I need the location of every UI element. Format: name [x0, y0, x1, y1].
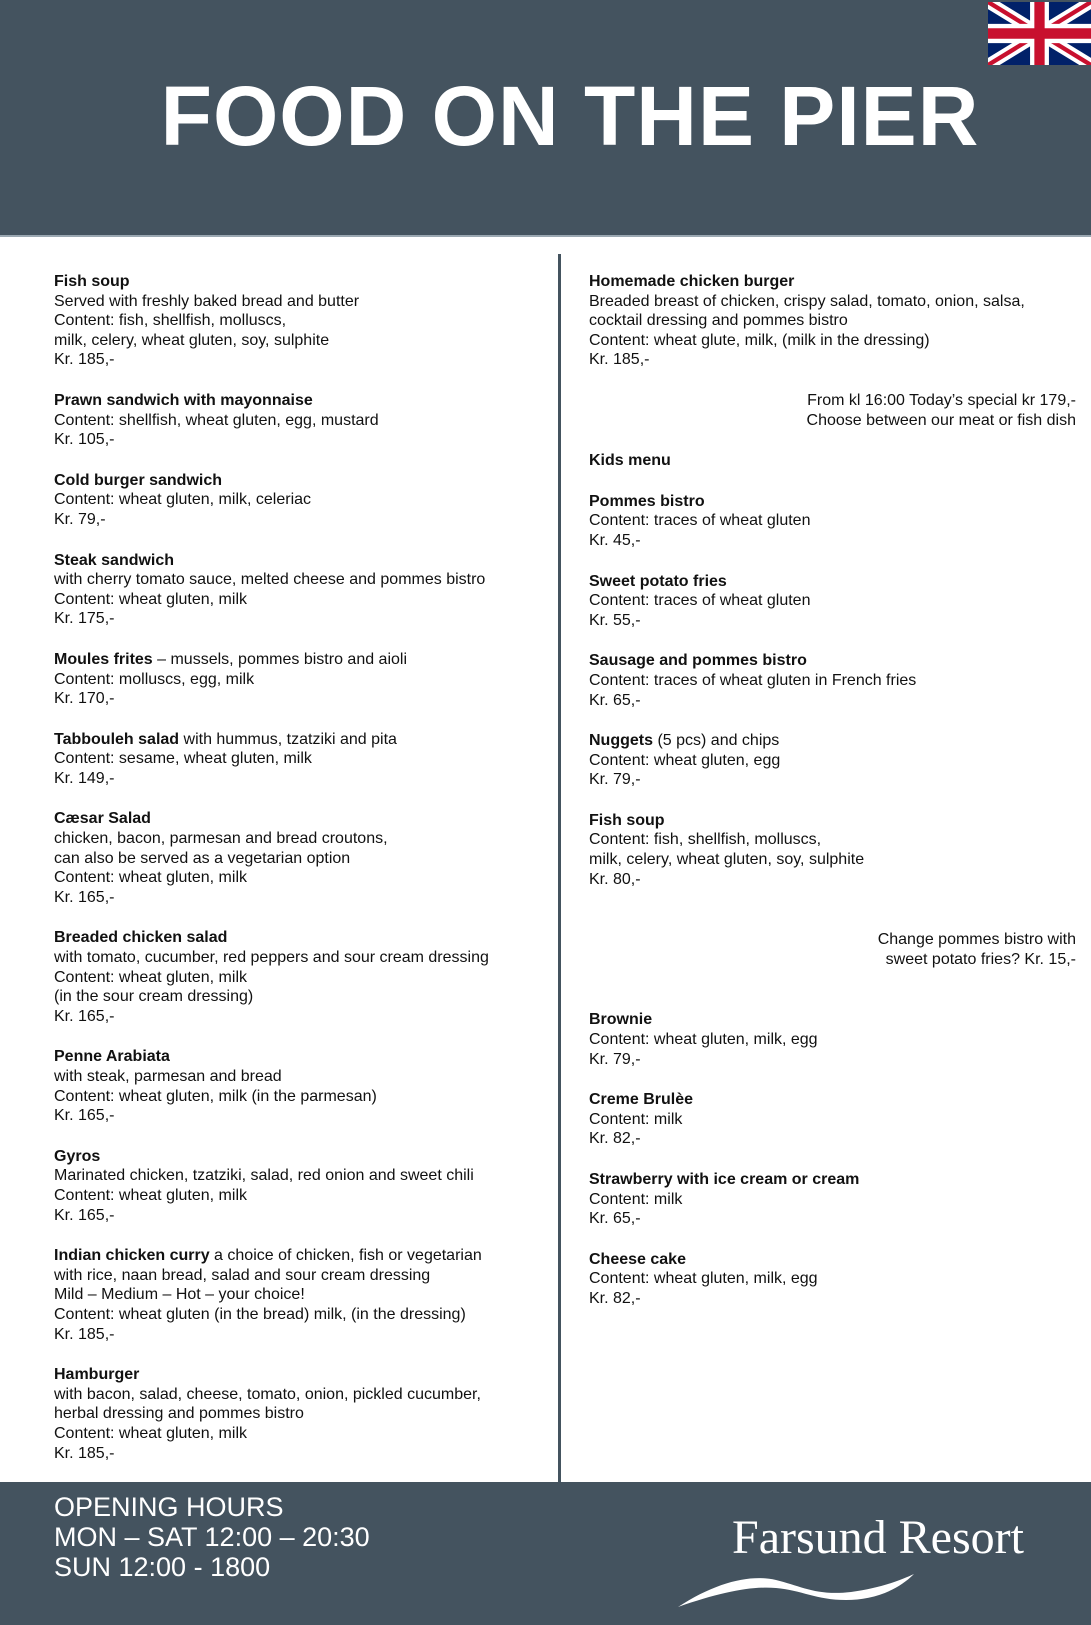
- menu-item-detail: with steak, parmesan and bread: [54, 1068, 282, 1085]
- menu-item-detail: Content: wheat gluten (in the bread) milk, (in the dressing): [54, 1305, 466, 1323]
- page-title: FOOD ON THE PIER: [160, 69, 980, 163]
- menu-item-name: Sweet potato fries: [589, 572, 727, 590]
- menu-item-detail: Content: wheat gluten, milk, celeriac: [54, 491, 312, 509]
- menu-item-detail: Content: sesame, wheat gluten, milk: [54, 750, 312, 768]
- menu-item-detail: Content: fish, shellfish, molluscs,: [589, 831, 822, 849]
- menu-item-detail: Content: wheat gluten, milk, egg: [589, 1270, 818, 1288]
- menu-item-price: Kr. 170,-: [54, 690, 115, 708]
- menu-item-price: Kr. 45,-: [589, 531, 641, 549]
- menu-item-title-line: [589, 272, 1076, 292]
- menu-item: [589, 1010, 1076, 1069]
- menu-item-price: Kr. 79,-: [589, 771, 641, 789]
- menu-item-detail: Content: molluscs, egg, milk: [54, 670, 255, 688]
- menu-item-price: Kr. 79,-: [589, 1050, 641, 1068]
- menu-item-title-line: [54, 1365, 554, 1385]
- menu-item: [589, 811, 1076, 889]
- menu-item: [54, 650, 554, 709]
- menu-item: [589, 651, 1076, 710]
- opening-hours: [54, 1492, 370, 1582]
- menu-item-name: Cæsar Salad: [54, 810, 151, 828]
- menu-item-price: Kr. 65,-: [589, 1210, 641, 1228]
- menu-item: [589, 731, 1076, 790]
- menu-item: [54, 928, 554, 1026]
- menu-item-title-line: [54, 928, 554, 948]
- menu-item-title-line: [54, 1047, 554, 1067]
- menu-item-detail: with rice, naan bread, salad and sour cream dressing: [54, 1266, 431, 1284]
- menu-item-price: Kr. 80,-: [589, 870, 641, 888]
- menu-item-detail: Content: wheat gluten, milk: [54, 968, 247, 986]
- menu-item-detail: Content: shellfish, wheat gluten, egg, mustard: [54, 411, 379, 429]
- menu-item-price: Kr. 55,-: [589, 611, 641, 629]
- menu-item-detail: Content: wheat gluten, milk (in the parmesan): [54, 1087, 377, 1105]
- special-note-line: From kl 16:00 Today’s special kr 179,-: [807, 391, 1076, 409]
- menu-item: [589, 572, 1076, 631]
- menu-item-price: Kr. 165,-: [54, 888, 115, 906]
- menu-item: [54, 272, 554, 370]
- menu-item-name: Fish soup: [589, 811, 665, 829]
- menu-item: [54, 730, 554, 789]
- menu-item-detail: Served with freshly baked bread and butter: [54, 292, 360, 310]
- menu-item-title-line: [589, 492, 1076, 512]
- menu-item-name: Hamburger: [54, 1366, 140, 1384]
- menu-item-name: Creme Brulèe: [589, 1091, 694, 1109]
- menu-item-title-line: [589, 1250, 1076, 1270]
- menu-item-detail: herbal dressing and pommes bistro: [54, 1405, 304, 1423]
- menu-item: [54, 391, 554, 450]
- menu-item-detail: Content: wheat gluten, milk: [54, 1424, 247, 1442]
- menu-item-name: Penne Arabiata: [54, 1048, 170, 1066]
- menu-item-title-line: [54, 272, 554, 292]
- menu-item-price: Kr. 82,-: [589, 1289, 641, 1307]
- menu-item-price: Kr. 165,-: [54, 1007, 115, 1025]
- header-banner: [0, 0, 1091, 237]
- menu-item-detail: Content: milk: [589, 1190, 683, 1208]
- special-note: [589, 391, 1076, 430]
- menu-item-name: Indian chicken curry: [54, 1247, 210, 1265]
- swap-note: [589, 930, 1076, 969]
- menu-item-title-line: [54, 1147, 554, 1167]
- swap-note-line: sweet potato fries? Kr. 15,-: [885, 950, 1076, 968]
- menu-item: [54, 1365, 554, 1463]
- menu-item-title-line: [54, 551, 554, 571]
- uk-flag-icon: [988, 2, 1091, 65]
- menu-item-title-line: [589, 811, 1076, 831]
- menu-item: [589, 1170, 1076, 1229]
- menu-item-detail: Content: traces of wheat gluten in French fries: [589, 671, 917, 689]
- menu-item-price: Kr. 105,-: [54, 431, 115, 449]
- menu-item-price: Kr. 82,-: [589, 1130, 641, 1148]
- menu-item-title-line: [589, 1010, 1076, 1030]
- menu-item-title-line: [54, 471, 554, 491]
- menu-item-detail: with cherry tomato sauce, melted cheese and pommes bistro: [54, 571, 486, 589]
- menu-item-name: Tabbouleh salad: [54, 730, 180, 748]
- farsund-resort-logo: [676, 1511, 1056, 1614]
- menu-item-price: Kr. 65,-: [589, 691, 641, 709]
- left-menu-column: [54, 272, 554, 1484]
- menu-item: [54, 1047, 554, 1125]
- menu-item: [54, 1246, 554, 1344]
- menu-item-title-line: [589, 1090, 1076, 1110]
- menu-item-detail: Content: wheat glute, milk, (milk in the dressing): [589, 331, 930, 349]
- menu-item-title-line: [54, 391, 554, 411]
- menu-item-inline-desc: (5 pcs) and chips: [653, 732, 780, 750]
- menu-item-detail: can also be served as a vegetarian option: [54, 849, 351, 867]
- menu-item-price: Kr. 149,-: [54, 769, 115, 787]
- menu-item-name: Pommes bistro: [589, 492, 705, 510]
- menu-item-title-line: [589, 572, 1076, 592]
- menu-item-name: Brownie: [589, 1011, 653, 1029]
- menu-item-inline-desc: – mussels, pommes bistro and aioli: [152, 650, 408, 668]
- wave-logo-icon: [676, 1552, 916, 1612]
- menu-item-detail: Content: wheat gluten, milk: [54, 869, 247, 887]
- menu-item-detail: Mild – Medium – Hot – your choice!: [54, 1286, 305, 1304]
- column-divider: [558, 254, 561, 1482]
- menu-item-detail: Content: traces of wheat gluten: [589, 592, 811, 610]
- menu-item-detail: milk, celery, wheat gluten, soy, sulphite: [589, 851, 865, 869]
- menu-item-detail: with bacon, salad, cheese, tomato, onion, pickled cucumber,: [54, 1385, 481, 1403]
- menu-item-detail: Marinated chicken, tzatziki, salad, red onion and sweet chili: [54, 1167, 474, 1185]
- menu-item: [54, 809, 554, 907]
- menu-item-name: Steak sandwich: [54, 551, 175, 569]
- opening-hours-sunday: SUN 12:00 - 1800: [54, 1552, 271, 1582]
- menu-item-title-line: [589, 731, 1076, 751]
- menu-item-detail: Breaded breast of chicken, crispy salad, tomato, onion, salsa,: [589, 292, 1025, 310]
- menu-item-detail: chicken, bacon, parmesan and bread croutons,: [54, 830, 388, 848]
- menu-item-inline-desc: with hummus, tzatziki and pita: [179, 730, 397, 748]
- menu-item: [589, 492, 1076, 551]
- menu-item-name: Nuggets: [589, 732, 653, 750]
- menu-item-detail: (in the sour cream dressing): [54, 988, 254, 1006]
- menu-item-price: Kr. 185,-: [54, 351, 115, 369]
- logo-text: Farsund Resort: [732, 1511, 1024, 1564]
- menu-item-detail: with tomato, cucumber, red peppers and sour cream dressing: [54, 949, 489, 967]
- menu-item-name: Homemade chicken burger: [589, 273, 795, 290]
- menu-item-price: Kr. 165,-: [54, 1107, 115, 1125]
- menu-item-price: Kr. 185,-: [54, 1444, 115, 1462]
- menu-item-name: Sausage and pommes bistro: [589, 652, 807, 670]
- menu-item-name: Cheese cake: [589, 1250, 686, 1268]
- menu-item-detail: Content: milk: [589, 1110, 683, 1128]
- menu-item-detail: Content: wheat gluten, milk: [54, 590, 247, 608]
- menu-item-price: Kr. 185,-: [589, 351, 650, 369]
- kids-menu-heading: Kids menu: [589, 452, 671, 470]
- menu-item: [54, 551, 554, 629]
- right-menu-column: [589, 272, 1076, 1330]
- menu-item-detail: Content: wheat gluten, egg: [589, 751, 781, 769]
- menu-item-title-line: [54, 650, 554, 670]
- opening-hours-weekdays: MON – SAT 12:00 – 20:30: [54, 1522, 370, 1552]
- menu-item-name: Fish soup: [54, 273, 130, 290]
- menu-item-price: Kr. 79,-: [54, 510, 106, 528]
- special-note-line: Choose between our meat or fish dish: [806, 411, 1076, 429]
- menu-item: [54, 471, 554, 530]
- menu-item-price: Kr. 165,-: [54, 1206, 115, 1224]
- menu-item-price: Kr. 175,-: [54, 610, 115, 628]
- menu-item: [589, 1090, 1076, 1149]
- opening-hours-heading: OPENING HOURS: [54, 1492, 284, 1522]
- footer-banner: [0, 1482, 1091, 1625]
- swap-note-line: Change pommes bistro with: [877, 931, 1076, 949]
- menu-item-title-line: [54, 809, 554, 829]
- menu-item-name: Gyros: [54, 1147, 101, 1165]
- menu-item: [54, 1147, 554, 1225]
- menu-item-detail: milk, celery, wheat gluten, soy, sulphite: [54, 331, 330, 349]
- menu-item-title-line: [54, 1246, 554, 1266]
- menu-item-name: Cold burger sandwich: [54, 471, 223, 489]
- menu-item-name: Moules frites: [54, 650, 153, 668]
- menu-item-title-line: [54, 730, 554, 750]
- menu-item-detail: Content: wheat gluten, milk, egg: [589, 1031, 818, 1049]
- menu-item: [589, 1250, 1076, 1309]
- menu-item-price: Kr. 185,-: [54, 1325, 115, 1343]
- menu-item-title-line: [589, 651, 1076, 671]
- menu-item-detail: Content: traces of wheat gluten: [589, 512, 811, 530]
- menu-item: [589, 272, 1076, 370]
- menu-item-name: Breaded chicken salad: [54, 929, 228, 947]
- menu-item-inline-desc: a choice of chicken, fish or vegetarian: [209, 1247, 482, 1265]
- menu-item-title-line: [589, 1170, 1076, 1190]
- menu-item-detail: cocktail dressing and pommes bistro: [589, 312, 848, 330]
- menu-item-detail: Content: fish, shellfish, molluscs,: [54, 312, 287, 330]
- menu-item-name: Strawberry with ice cream or cream: [589, 1171, 860, 1188]
- menu-item-name: Prawn sandwich with mayonnaise: [54, 391, 313, 409]
- menu-item-detail: Content: wheat gluten, milk: [54, 1186, 247, 1204]
